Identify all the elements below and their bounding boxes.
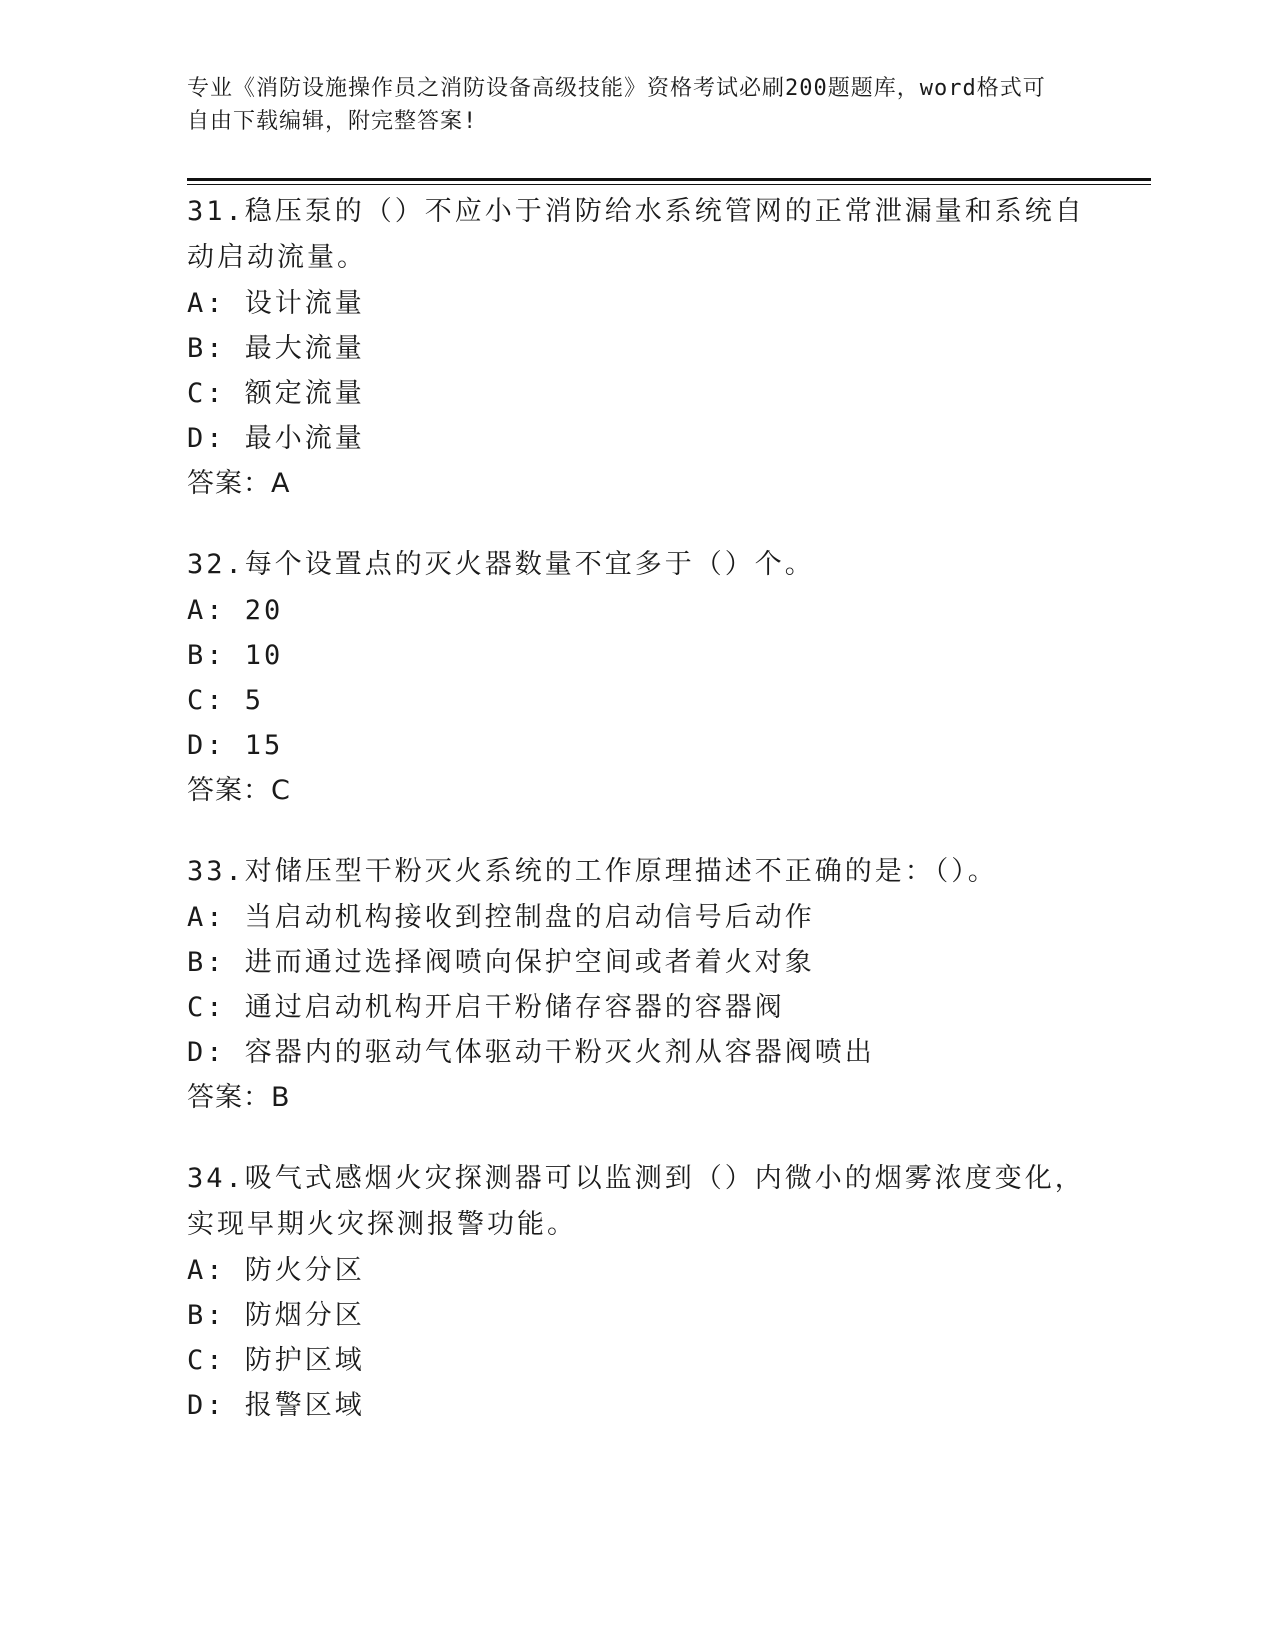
answer-line: 答案：A — [187, 468, 291, 499]
option-c: C: 通过启动机构开启干粉储存容器的容器阀 — [187, 992, 785, 1023]
question-34 — [187, 1156, 1087, 1428]
header-divider-thick — [187, 178, 1151, 181]
question-list — [187, 189, 1087, 1464]
option-c: C: 5 — [187, 685, 265, 716]
question-32 — [187, 542, 1087, 813]
option-c: C: 额定流量 — [187, 378, 365, 409]
answer-line: 答案：B — [187, 1082, 291, 1113]
option-d: D: 最小流量 — [187, 423, 365, 454]
option-d: D: 报警区域 — [187, 1390, 365, 1421]
question-stem: 34.吸气式感烟火灾探测器可以监测到（）内微小的烟雾浓度变化，实现早期火灾探测报警功能。 — [187, 1163, 1085, 1240]
option-a: A: 当启动机构接收到控制盘的启动信号后动作 — [187, 902, 815, 933]
question-stem: 32.每个设置点的灭火器数量不宜多于（）个。 — [187, 549, 815, 580]
option-a: A: 设计流量 — [187, 288, 365, 319]
answer-line: 答案：C — [187, 775, 291, 806]
option-d: D: 容器内的驱动气体驱动干粉灭火剂从容器阀喷出 — [187, 1037, 875, 1068]
option-a: A: 防火分区 — [187, 1255, 365, 1286]
option-b: B: 最大流量 — [187, 333, 365, 364]
header-divider-thin — [187, 184, 1151, 185]
question-33 — [187, 849, 1087, 1120]
option-a: A: 20 — [187, 595, 284, 626]
option-b: B: 进而通过选择阀喷向保护空间或者着火对象 — [187, 947, 815, 978]
question-stem: 31.稳压泵的（）不应小于消防给水系统管网的正常泄漏量和系统自动启动流量。 — [187, 196, 1085, 273]
option-b: B: 防烟分区 — [187, 1300, 365, 1331]
document-header: 专业《消防设施操作员之消防设备高级技能》资格考试必刷200题题库，word格式可自由下载编辑，附完整答案! — [187, 76, 1046, 134]
question-stem: 33.对储压型干粉灭火系统的工作原理描述不正确的是：（）。 — [187, 856, 998, 887]
option-b: B: 10 — [187, 640, 284, 671]
question-31 — [187, 189, 1087, 506]
option-c: C: 防护区域 — [187, 1345, 365, 1376]
option-d: D: 15 — [187, 730, 284, 761]
